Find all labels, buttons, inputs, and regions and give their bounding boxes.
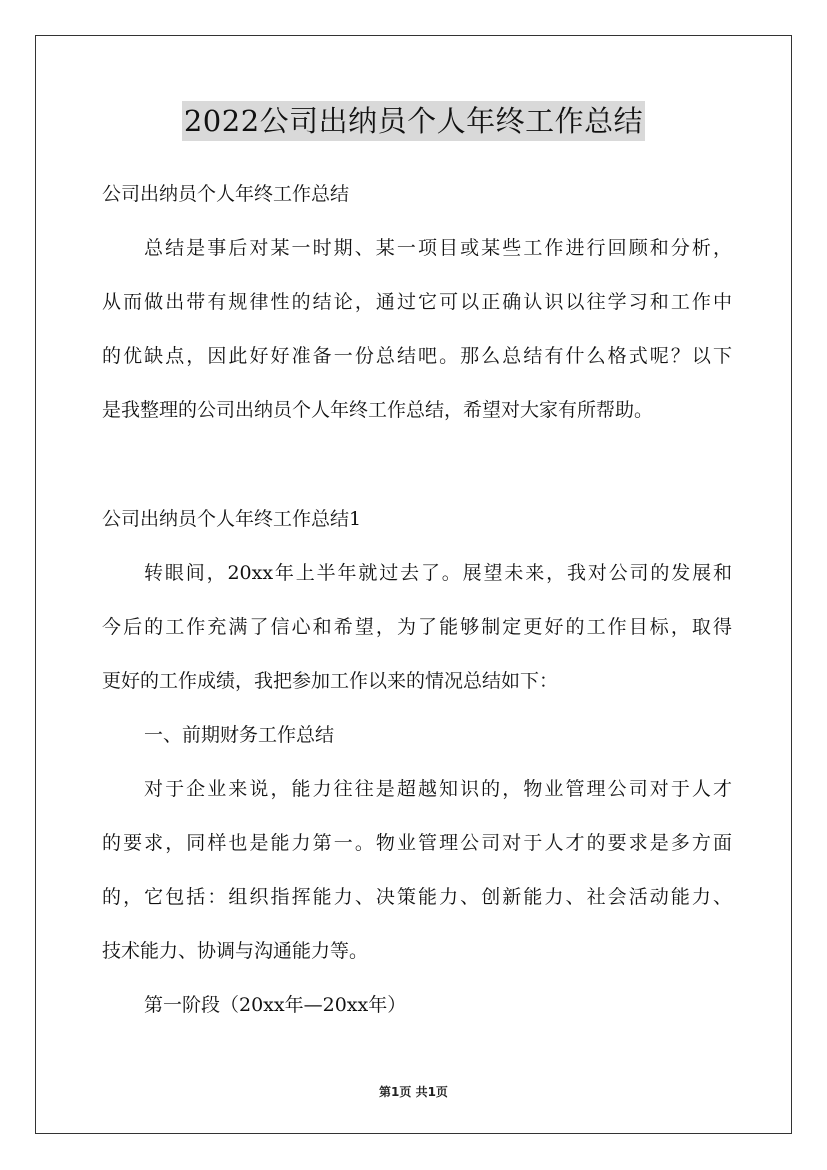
- para2-line-2: 的要求，同样也是能力第一。物业管理公司对于人才的要求是多方面: [102, 832, 732, 854]
- para2-line-3: 的，它包括：组织指挥能力、决策能力、创新能力、社会活动能力、: [102, 886, 732, 908]
- intro-line-2: 从而做出带有规律性的结论，通过它可以正确认识以往学习和工作中: [102, 291, 732, 313]
- document-subtitle: 公司出纳员个人年终工作总结: [102, 183, 350, 205]
- section-heading: 公司出纳员个人年终工作总结1: [102, 508, 362, 530]
- document-title: 2022公司出纳员个人年终工作总结: [182, 101, 645, 141]
- para2-line-1: 对于企业来说，能力往往是超越知识的，物业管理公司对于人才: [144, 778, 732, 800]
- para1-line-1: 转眼间，20xx年上半年就过去了。展望未来，我对公司的发展和: [144, 562, 732, 584]
- intro-line-4: 是我整理的公司出纳员个人年终工作总结，希望对大家有所帮助。: [102, 399, 654, 421]
- page-footer: 第1页 共1页: [379, 1085, 448, 1099]
- para1-line-3: 更好的工作成绩，我把参加工作以来的情况总结如下：: [102, 670, 559, 692]
- intro-line-1: 总结是事后对某一时期、某一项目或某些工作进行回顾和分析，: [144, 237, 732, 259]
- title-container: [0, 101, 827, 141]
- intro-line-3: 的优缺点，因此好好准备一份总结吧。那么总结有什么格式呢？以下: [102, 345, 732, 367]
- para1-line-2: 今后的工作充满了信心和希望，为了能够制定更好的工作目标，取得: [102, 616, 732, 638]
- stage-heading: 第一阶段（20xx年—20xx年）: [144, 994, 407, 1016]
- para2-line-4: 技术能力、协调与沟通能力等。: [102, 940, 369, 962]
- subheading: 一、前期财务工作总结: [144, 724, 335, 746]
